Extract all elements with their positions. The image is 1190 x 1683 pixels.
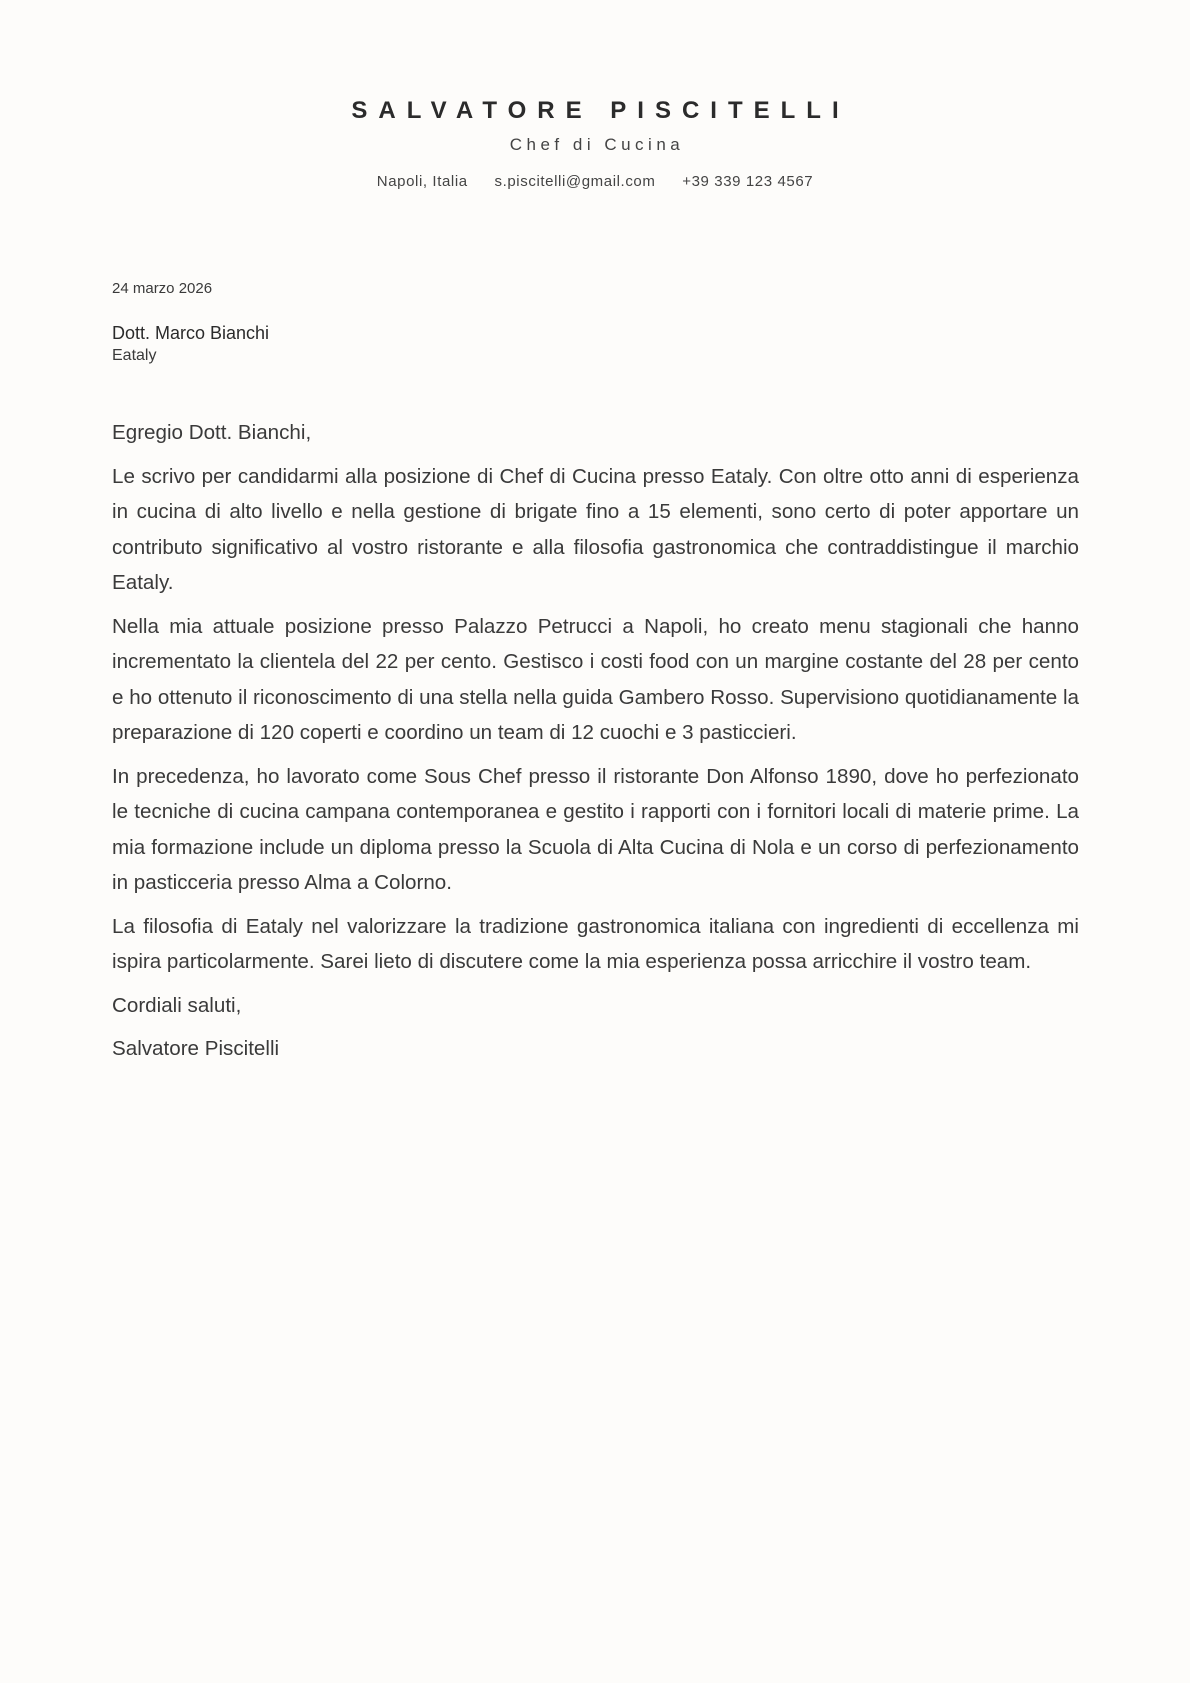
sender-title: Chef di Cucina xyxy=(509,135,685,154)
signature: Salvatore Piscitelli xyxy=(112,1037,280,1060)
contact-line xyxy=(0,172,1190,192)
contact-phone: +39 339 123 4567 xyxy=(682,173,814,190)
salutation: Egregio Dott. Bianchi, xyxy=(112,421,312,444)
body-paragraph: La filosofia di Eataly nel valorizzare la tradizione gastronomica italiana con ingredienti di eccellenza mi ispira particolarmente. Sarei lieto di discutere come la mia esperienza possa arricchire il vostro team. xyxy=(112,914,1079,973)
letter-body xyxy=(112,415,1079,1075)
sender-name: SALVATORE PISCITELLI xyxy=(351,97,850,124)
recipient-company: Eataly xyxy=(112,347,157,364)
body-paragraph: Le scrivo per candidarmi alla posizione di Chef di Cucina presso Eataly. Con oltre otto anni di esperienza in cucina di alto livello e nella gestione di brigate fino a 15 elementi, sono certo di poter apportare un contributo significativo al vostro ristorante e alla filosofia gastronomica che contraddistingue il marchio Eataly. xyxy=(112,464,1079,594)
letterhead xyxy=(0,96,1190,192)
letter-date: 24 marzo 2026 xyxy=(112,280,213,297)
contact-email: s.piscitelli@gmail.com xyxy=(494,173,656,190)
recipient-block xyxy=(112,322,269,367)
contact-location: Napoli, Italia xyxy=(376,173,468,190)
body-paragraph: Nella mia attuale posizione presso Palazzo Petrucci a Napoli, ho creato menu stagionali che hanno incrementato la clientela del 22 per cento. Gestisco i costi food con un margine costante del 28 per cento e ho ottenuto il riconoscimento di una stella nella guida Gambero Rosso. Supervisiono quotidianamente la preparazione di 120 coperti e coordino un team di 12 cuochi e 3 pasticcieri. xyxy=(112,614,1079,744)
closing: Cordiali saluti, xyxy=(112,993,242,1017)
recipient-name: Dott. Marco Bianchi xyxy=(112,323,270,343)
body-paragraph: In precedenza, ho lavorato come Sous Chef presso il ristorante Don Alfonso 1890, dove ho perfezionato le tecniche di cucina campana contemporanea e gestito i rapporti con i fornitori locali di materie prime. La mia formazione include un diploma presso la Scuola di Alta Cucina di Nola e un corso di perfezionamento in pasticceria presso Alma a Colorno. xyxy=(112,764,1079,894)
